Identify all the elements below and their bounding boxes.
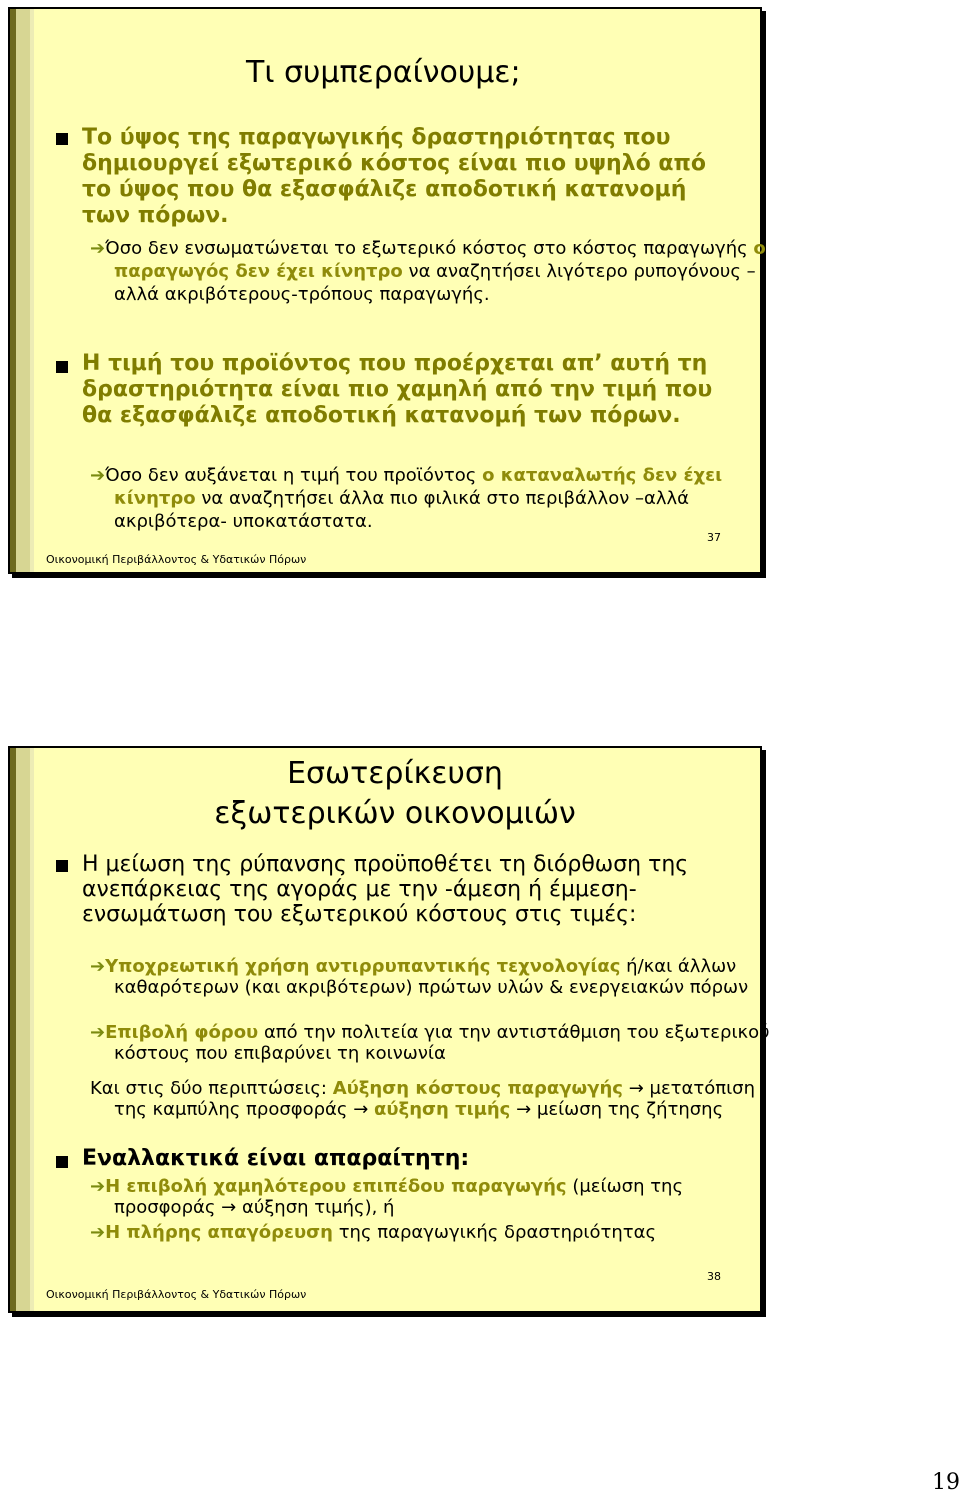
square-bullet-icon [56, 133, 68, 145]
arrow-right-icon: → [353, 1099, 369, 1120]
bullet-text: Το ύψος της παραγωγικής δραστηριότητας που δημιουργεί εξωτερικό κόστος είναι πιο υψηλό από το ύψος που θα εξασφάλιζε αποδοτική κατανομή των πόρων. [82, 125, 707, 228]
bullet-text: Η τιμή του προϊόντος που προέρχεται απ’ αυτή τη δραστηριότητα είναι πιο χαμηλή από την τιμή που θα εξασφάλιζε αποδοτική κατανομή των πόρων. [82, 351, 713, 428]
slide-left-bar [16, 9, 30, 572]
slide-number: 37 [707, 531, 721, 544]
arrow-right-icon: ➔ [90, 1022, 106, 1043]
arrow-right-icon: ➔ [90, 238, 106, 259]
slide-footer: Οικονομική Περιβάλλοντος & Υδατικών Πόρων [46, 1288, 307, 1301]
sub-bullet: ➔Η πλήρης απαγόρευση της παραγωγικής δραστηριότητας [90, 1222, 657, 1243]
slide-left-bar [30, 748, 34, 1311]
slide-number: 38 [707, 1270, 721, 1283]
slide-footer: Οικονομική Περιβάλλοντος & Υδατικών Πόρων [46, 553, 307, 566]
paragraph: Και στις δύο περιπτώσεις: Αύξηση κόστους παραγωγής → μετατόπιση της καμπύλης προσφοράς → αύξηση τιμής → μείωση της ζήτησης [90, 1078, 755, 1120]
arrow-right-icon: → [516, 1099, 532, 1120]
sub-bullet: ➔Η επιβολή χαμηλότερου επιπέδου παραγωγής (μείωση της προσφοράς → αύξηση τιμής), ή [90, 1176, 684, 1218]
arrow-right-icon: → [221, 1197, 237, 1218]
sub-bullet: ➔Επιβολή φόρου από την πολιτεία για την αντιστάθμιση του εξωτερικού κόστους που επιβαρύνει τη κοινωνία [90, 1022, 770, 1064]
square-bullet-icon [56, 361, 68, 373]
slide-left-bar [30, 9, 34, 572]
slide-38 [8, 746, 770, 1313]
arrow-right-icon: ➔ [90, 956, 106, 977]
slide-left-bar [16, 748, 30, 1311]
sub-bullet: ➔Όσο δεν αυξάνεται η τιμή του προϊόντος ο καταναλωτής δεν έχει κίνητρο να αναζητήσει άλλα πιο φιλικά στο περιβάλλον –αλλά ακριβότερα- υποκατάστατα. [90, 465, 723, 532]
arrow-right-icon: → [628, 1078, 644, 1099]
bullet-text: Η μείωση της ρύπανσης προϋποθέτει τη διόρθωση της ανεπάρκειας της αγοράς με την -άμεση ή έμμεση- ενσωμάτωση του εξωτερικού κόστους στις τιμές: [82, 852, 689, 927]
arrow-right-icon: ➔ [90, 1222, 106, 1243]
slide-title: Τι συμπεραίνουμε; [246, 55, 521, 90]
arrow-right-icon: ➔ [90, 465, 106, 486]
page-number: 19 [932, 1470, 960, 1495]
square-bullet-icon [56, 860, 68, 872]
sub-bullet: ➔Όσο δεν ενσωματώνεται το εξωτερικό κόστος στο κόστος παραγωγής ο παραγωγός δεν έχει κίνητρο να αναζητήσει λιγότερο ρυπογόνους –αλλά ακριβότερους-τρόπους παραγωγής. [90, 238, 766, 305]
bullet-text: Εναλλακτικά είναι απαραίτητη: [82, 1146, 470, 1171]
sub-bullet: ➔Υποχρεωτική χρήση αντιρρυπαντικής τεχνολογίας ή/και άλλων καθαρότερων (και ακριβότερων) πρώτων υλών & ενεργειακών πόρων [90, 956, 749, 998]
square-bullet-icon [56, 1156, 68, 1168]
slide-37 [8, 7, 766, 574]
slide-title: Εσωτερίκευση εξωτερικών οικονομιών [214, 756, 576, 831]
arrow-right-icon: ➔ [90, 1176, 106, 1197]
